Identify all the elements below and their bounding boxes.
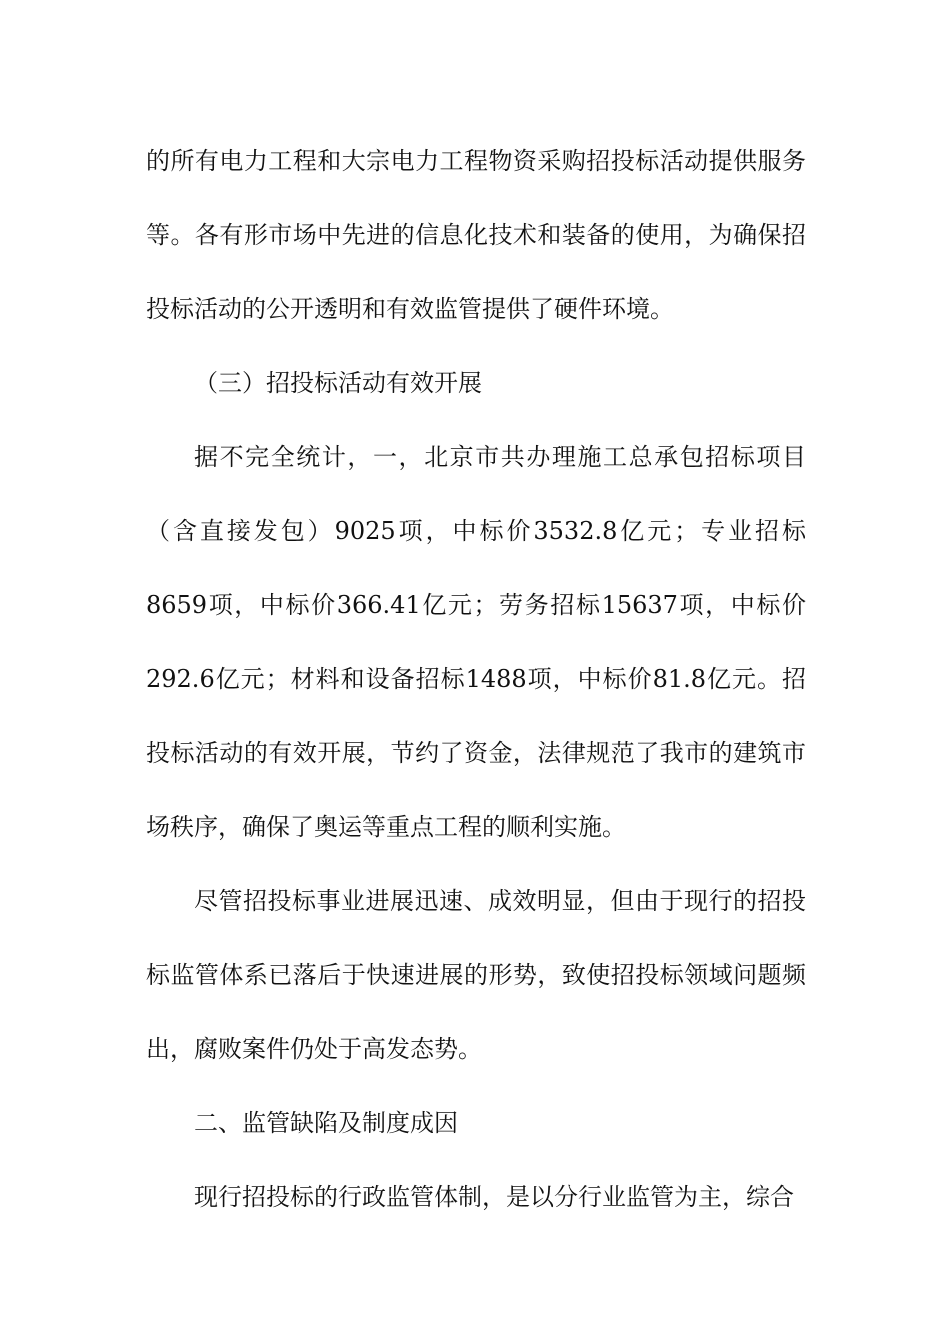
paragraph-statistics: 据不完全统计，一，北京市共办理施工总承包招标项目（含直接发包）9025项，中标价3532.8亿元；专业招标8659项，中标价366.41亿元；劳务招标15637项，中标价292.6亿元；材料和设备招标1488项，中标价81.8亿元。招投标活动的有效开展，节约了资金，法律规范了我市的建筑市场秩序，确保了奥运等重点工程的顺利实施。 — [146, 443, 806, 841]
paragraph-regulation: 现行招投标的行政监管体制，是以分行业监管为主，综合 — [194, 1183, 794, 1211]
document-body — [146, 124, 806, 1234]
section-heading-3: （三）招投标活动有效开展 — [194, 369, 482, 397]
paragraph-problems: 尽管招投标事业进展迅速、成效明显，但由于现行的招投标监管体系已落后于快速进展的形势，致使招投标领域问题频出，腐败案件仍处于高发态势。 — [146, 887, 806, 1063]
section-heading-2: 二、监管缺陷及制度成因 — [194, 1109, 458, 1137]
paragraph-continuation: 的所有电力工程和大宗电力工程物资采购招投标活动提供服务等。各有形市场中先进的信息化技术和装备的使用，为确保招投标活动的公开透明和有效监管提供了硬件环境。 — [146, 147, 806, 323]
